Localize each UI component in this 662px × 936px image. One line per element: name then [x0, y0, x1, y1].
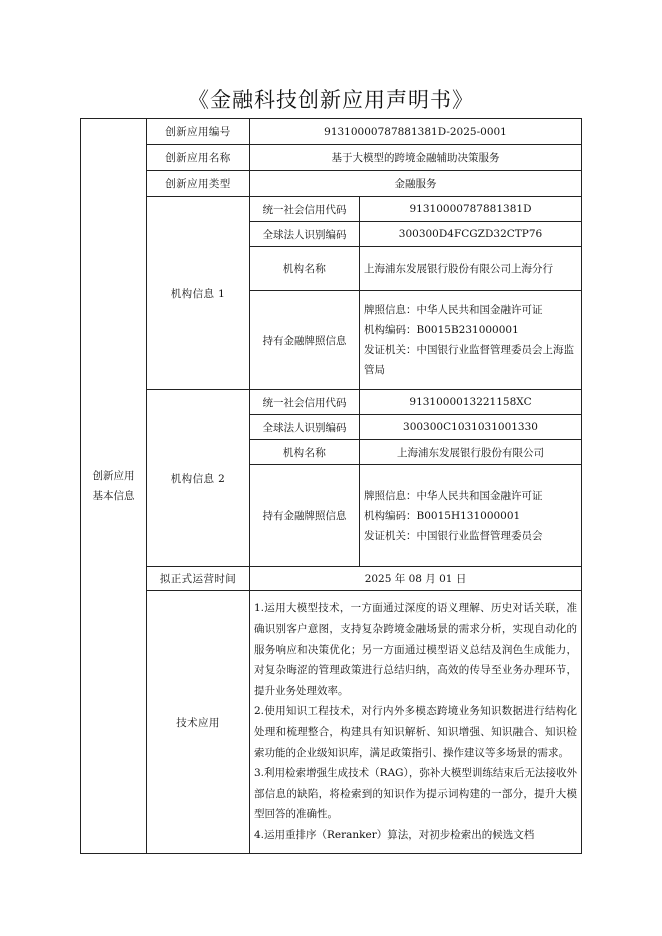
org1-license-line: 发证机关：中国银行业监督管理委员会上海监管局 — [364, 344, 574, 376]
table-row — [81, 591, 582, 854]
org2-label: 机构信息 2 — [147, 390, 250, 567]
org1-license-label: 持有金融牌照信息 — [250, 291, 360, 390]
table-row — [81, 567, 582, 591]
app-type-value: 金融服务 — [250, 171, 582, 197]
document-title: 《金融科技创新应用声明书》 — [188, 88, 474, 112]
org1-name-label: 机构名称 — [250, 247, 360, 291]
tech-label: 技术应用 — [147, 591, 250, 854]
app-name-label: 创新应用名称 — [147, 145, 250, 171]
org2-license-value — [360, 465, 582, 567]
app-name-value: 基于大模型的跨境金融辅助决策服务 — [250, 145, 582, 171]
table-row — [81, 145, 582, 171]
launch-time-label: 拟正式运营时间 — [147, 567, 250, 591]
org2-credit-code-label: 统一社会信用代码 — [250, 390, 360, 415]
declaration-table — [80, 118, 582, 854]
org1-credit-code-label: 统一社会信用代码 — [250, 197, 360, 222]
launch-time-value: 2025 年 08 月 01 日 — [250, 567, 582, 591]
org2-name-value: 上海浦东发展银行股份有限公司 — [360, 440, 582, 465]
tech-item: 3.利用检索增强生成技术（RAG），弥补大模型训练结束后无法接收外部信息的缺陷，将检索到的知识作为提示词构建的一部分，提升大模型回答的准确性。 — [254, 767, 578, 821]
org1-lei-value: 300300D4FCGZD32CTP76 — [360, 222, 582, 247]
org1-label: 机构信息 1 — [147, 197, 250, 390]
app-number-value: 91310000787881381D-2025-0001 — [250, 119, 582, 145]
tech-item: 2.使用知识工程技术，对行内外多模态跨境业务知识数据进行结构化处理和梳理整合，构建具有知识解析、知识增强、知识融合、知识检索功能的企业级知识库，满足政策指引、操作建议等多场景的需求。 — [254, 705, 578, 759]
org2-license-line: 牌照信息：中华人民共和国金融许可证 — [364, 489, 543, 502]
org2-lei-label: 全球法人识别编码 — [250, 415, 360, 440]
basic-info-label: 创新应用基本信息 — [92, 470, 135, 502]
org1-credit-code-value: 91310000787881381D — [360, 197, 582, 222]
org1-license-line: 机构编码：B0015B231000001 — [364, 324, 519, 336]
org1-lei-label: 全球法人识别编码 — [250, 222, 360, 247]
tech-item: 4.运用重排序（Reranker）算法，对初步检索出的候选文档 — [254, 828, 535, 841]
org2-name-label: 机构名称 — [250, 440, 360, 465]
tech-item: 1.运用大模型技术，一方面通过深度的语义理解、历史对话关联，准确识别客户意图，支持复杂跨境金融场景的需求分析，实现自动化的服务响应和决策优化；另一方面通过模型语义总结及润色生成能力，对复杂晦涩的管理政策进行总结归纳，高效的传导至业务办理环节，提升业务处理效率。 — [254, 602, 578, 697]
org2-license-label: 持有金融牌照信息 — [250, 465, 360, 567]
table-row — [81, 171, 582, 197]
table-row — [81, 119, 582, 145]
org2-license-line: 发证机关：中国银行业监督管理委员会 — [364, 529, 543, 542]
app-type-label: 创新应用类型 — [147, 171, 250, 197]
org1-license-value — [360, 291, 582, 390]
app-number-label: 创新应用编号 — [147, 119, 250, 145]
org1-name-value: 上海浦东发展银行股份有限公司上海分行 — [360, 247, 582, 291]
org1-license-line: 牌照信息：中华人民共和国金融许可证 — [364, 304, 543, 316]
table-row — [81, 390, 582, 415]
basic-info-label-cell — [81, 119, 147, 854]
tech-content — [250, 591, 582, 854]
org2-license-line: 机构编码：B0015H131000001 — [364, 509, 521, 522]
org2-credit-code-value: 9131000013221158XC — [360, 390, 582, 415]
table-row — [81, 197, 582, 222]
org2-lei-value: 300300C1031031001330 — [360, 415, 582, 440]
